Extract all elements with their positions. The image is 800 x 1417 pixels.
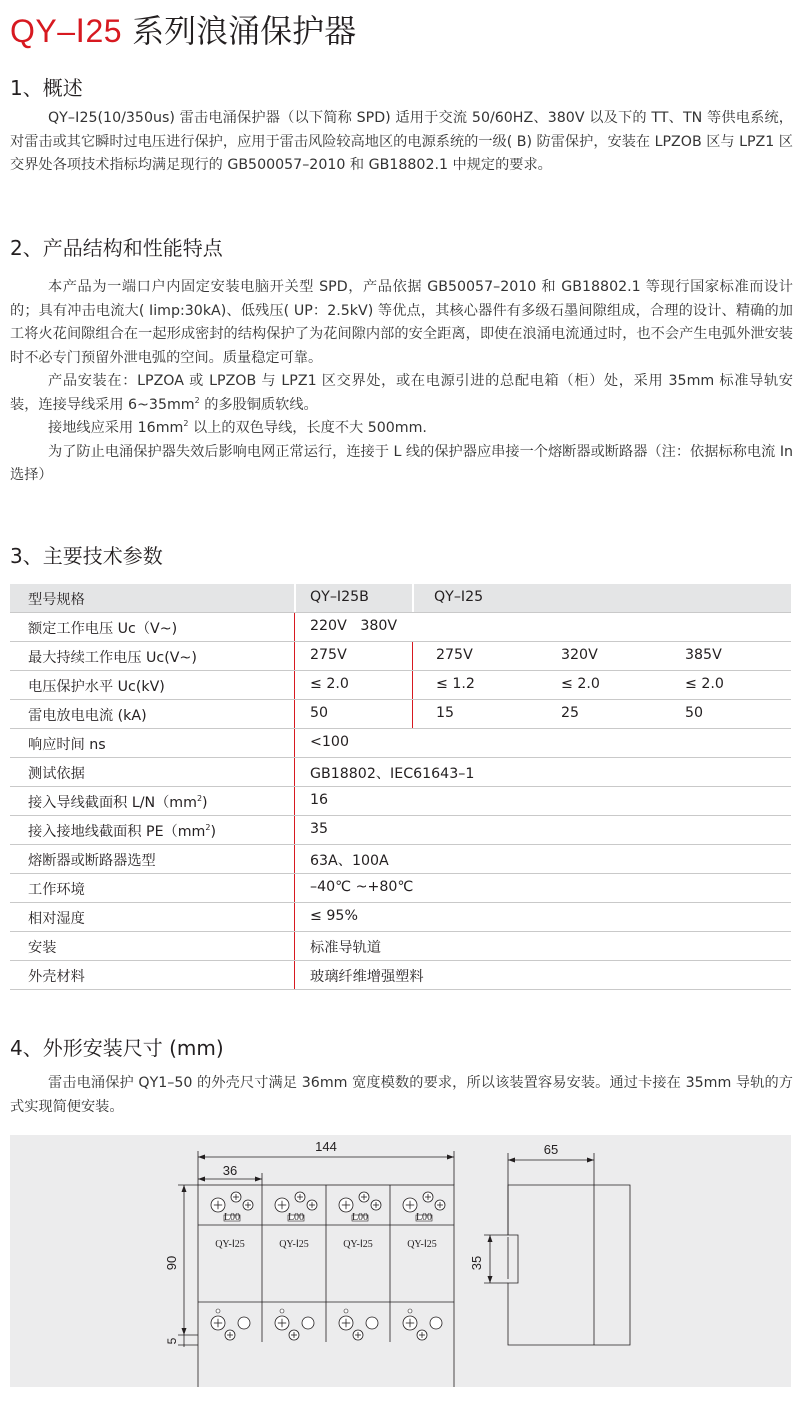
row-label: 外壳材料 bbox=[28, 969, 85, 985]
table-row bbox=[10, 613, 791, 642]
page-title bbox=[10, 6, 356, 52]
structure-paragraph-1: 本产品为一端口户内固定安装电脑开关型 SPD，产品依据 GB50057–2010 和 GB18802.1 等现行国家标准而设计的；具有冲击电流大( Iimp:30kA)、低残压( UP：2.5kV) 等优点，其核心器件有多级石墨间隙组成，合理的设计、精确的加工将火花间隙组合在一起形成密封的结构保护了为花间隙内部的安全距离，即使在浪涌电流通过时，也不会产生电弧外泄安装时不必专门预留外泄电弧的空间。质量稳定可靠。 bbox=[10, 279, 793, 366]
row-label-end: ) bbox=[210, 824, 216, 840]
row-divider-2 bbox=[412, 642, 413, 670]
dim-height-label: 90 bbox=[164, 1255, 179, 1271]
row-value-2: 275V bbox=[436, 647, 473, 663]
row-label: 相对湿度 bbox=[28, 911, 85, 927]
module-label: QY-Ⅰ25 bbox=[215, 1239, 245, 1250]
row-divider bbox=[294, 903, 295, 931]
table-row bbox=[10, 787, 791, 816]
row-divider bbox=[294, 729, 295, 757]
structure-paragraph-4: 为了防止电涌保护器失效后影响电网正常运行，连接于 L 线的保护器应串接一个熔断器或断路器（注：依据标称电流 In 选择） bbox=[10, 443, 793, 483]
header-divider bbox=[294, 584, 296, 612]
section-1-heading: 1、概述 bbox=[10, 76, 83, 100]
dimension-paragraph: 雷击电涌保护 QY1–50 的外壳尺寸满足 36mm 宽度模数的要求，所以该装置容易安装。通过卡接在 35mm 导轨的方式实现简便安装。 bbox=[10, 1075, 793, 1115]
terminal-tag-label: L00 bbox=[415, 1212, 433, 1223]
row-label-superscript: 2 bbox=[196, 794, 203, 803]
row-value: –40℃ ~+80℃ bbox=[310, 879, 414, 895]
module-label: QY-Ⅰ25 bbox=[343, 1239, 373, 1250]
row-value-4: ≤ 2.0 bbox=[685, 676, 724, 692]
row-divider-2 bbox=[412, 671, 413, 699]
header-label: 型号规格 bbox=[28, 592, 85, 608]
table-row bbox=[10, 961, 791, 990]
row-label-superscript: 2 bbox=[205, 823, 211, 832]
row-value-2: 15 bbox=[436, 705, 455, 721]
p3-text-a: 接地线应采用 16mm bbox=[48, 420, 184, 436]
dim-depth-label: 65 bbox=[543, 1142, 559, 1157]
section-1-text bbox=[10, 107, 793, 178]
row-divider bbox=[294, 845, 295, 873]
row-divider bbox=[294, 874, 295, 902]
row-label: 熔断器或断路器选型 bbox=[28, 853, 156, 869]
table-row bbox=[10, 816, 791, 845]
table-row bbox=[10, 932, 791, 961]
section-3-heading: 3、主要技术参数 bbox=[10, 544, 163, 568]
title-name: 系列浪涌保护器 bbox=[132, 12, 357, 50]
p3-superscript: 2 bbox=[183, 419, 189, 428]
row-label bbox=[28, 821, 216, 841]
table-row bbox=[10, 845, 791, 874]
terminal-hole bbox=[366, 1317, 378, 1329]
table-row bbox=[10, 642, 791, 671]
row-label-end: ) bbox=[202, 795, 208, 811]
row-divider-2 bbox=[412, 700, 413, 728]
dim-total-label: 144 bbox=[315, 1139, 337, 1154]
table-row bbox=[10, 874, 791, 903]
row-divider bbox=[294, 816, 295, 844]
header-divider-2 bbox=[412, 584, 414, 612]
row-divider bbox=[294, 700, 295, 728]
row-divider bbox=[294, 613, 295, 641]
title-model: QY–Ⅰ25 bbox=[10, 13, 123, 49]
table-row bbox=[10, 671, 791, 700]
p3-text-b: 以上的双色导线，长度不大 500mm. bbox=[188, 420, 427, 436]
indicator-dot bbox=[344, 1309, 348, 1313]
row-value-3: 25 bbox=[561, 705, 580, 721]
indicator-dot bbox=[280, 1309, 284, 1313]
row-label: 最大持续工作电压 Uc(V~) bbox=[28, 650, 197, 666]
row-label: 工作环境 bbox=[28, 882, 85, 898]
row-value: 63A、100A bbox=[310, 853, 389, 869]
section-4-heading: 4、外形安装尺寸 (mm) bbox=[10, 1036, 224, 1060]
row-label: 额定工作电压 Uc（V~) bbox=[28, 621, 178, 637]
row-value-4: 50 bbox=[685, 705, 704, 721]
row-divider bbox=[294, 671, 295, 699]
row-divider bbox=[294, 642, 295, 670]
table-row bbox=[10, 729, 791, 758]
row-label bbox=[28, 792, 208, 812]
row-value: 220V 380V bbox=[310, 618, 398, 634]
row-value: <100 bbox=[310, 734, 349, 750]
row-value-1: 50 bbox=[310, 705, 329, 721]
row-label-text: 接入导线截面积 L/N（mm bbox=[28, 795, 197, 811]
header-model-1: QY–Ⅰ25B bbox=[310, 589, 369, 605]
dim-bottom-label: 5 bbox=[165, 1337, 179, 1345]
row-value-4: 385V bbox=[685, 647, 722, 663]
section-2-heading: 2、产品结构和性能特点 bbox=[10, 236, 223, 260]
dimension-drawing-svg bbox=[10, 1135, 791, 1387]
structure-paragraph-3 bbox=[10, 417, 793, 441]
module-label: QY-Ⅰ25 bbox=[407, 1239, 437, 1250]
terminal-tag-label: L00 bbox=[287, 1212, 305, 1223]
row-value: 标准导轨道 bbox=[310, 940, 381, 956]
row-label: 测试依据 bbox=[28, 766, 85, 782]
header-model-2: QY–Ⅰ25 bbox=[434, 589, 484, 605]
terminal-hole bbox=[238, 1317, 250, 1329]
row-label: 响应时间 ns bbox=[28, 737, 106, 753]
terminal-tag-label: L00 bbox=[223, 1212, 241, 1223]
row-divider bbox=[294, 787, 295, 815]
row-value: GB18802、IEC61643–1 bbox=[310, 766, 475, 782]
table-row bbox=[10, 903, 791, 932]
spec-table bbox=[10, 584, 791, 990]
row-label: 电压保护水平 Uc(kV) bbox=[28, 679, 165, 695]
indicator-dot bbox=[408, 1309, 412, 1313]
dim-rail-label: 35 bbox=[469, 1255, 484, 1271]
p2-text-a: 产品安装在：LPZOA 或 LPZOB 与 LPZ1 区交界处，或在电源引进的总配电箱（柜）处，采用 35mm 标准导轨安装，连接导线采用 6~35mm bbox=[10, 373, 793, 413]
terminal-hole bbox=[302, 1317, 314, 1329]
row-value-3: 320V bbox=[561, 647, 598, 663]
structure-paragraph-2 bbox=[10, 370, 793, 417]
row-value-1: 275V bbox=[310, 647, 347, 663]
terminal-hole bbox=[430, 1317, 442, 1329]
row-value-1: ≤ 2.0 bbox=[310, 676, 349, 692]
row-divider bbox=[294, 932, 295, 960]
row-label-text: 接入接地线截面积 PE（mm bbox=[28, 824, 206, 840]
table-row bbox=[10, 700, 791, 729]
row-divider bbox=[294, 961, 295, 989]
overview-paragraph: QY–Ⅰ25(10/350us) 雷击电涌保护器（以下简称 SPD) 适用于交流 50/60HZ、380V 以及下的 TT、TN 等供电系统，对雷击或其它瞬时过电压进行保护，应用于雷击风险较高地区的电源系统的一级( B) 防雷保护，安装在 LPZOB 区与 LPZ1 区交界处各项技术指标均满足现行的 GB500057–2010 和 GB18802.1 中规定的要求。 bbox=[10, 110, 793, 173]
row-value-3: ≤ 2.0 bbox=[561, 676, 600, 692]
row-divider bbox=[294, 758, 295, 786]
indicator-dot bbox=[216, 1309, 220, 1313]
table-row bbox=[10, 758, 791, 787]
row-label: 雷电放电电流 (kA) bbox=[28, 708, 147, 724]
row-value-2: ≤ 1.2 bbox=[436, 676, 475, 692]
row-value: ≤ 95% bbox=[310, 908, 358, 924]
side-view-outline bbox=[508, 1185, 630, 1345]
row-value: 16 bbox=[310, 792, 329, 808]
row-value: 玻璃纤维增强塑料 bbox=[310, 969, 424, 985]
dim-module-label: 36 bbox=[222, 1163, 238, 1178]
row-value: 35 bbox=[310, 821, 329, 837]
table-header-row bbox=[10, 584, 791, 613]
module-label: QY-Ⅰ25 bbox=[279, 1239, 309, 1250]
p2-superscript: 2 bbox=[194, 395, 200, 405]
p2-text-b: 的多股铜质软线。 bbox=[199, 396, 318, 413]
terminal-tag-label: L00 bbox=[351, 1212, 369, 1223]
section-4-text bbox=[10, 1072, 793, 1119]
dimension-drawing bbox=[10, 1135, 791, 1387]
row-label: 安装 bbox=[28, 940, 57, 956]
section-2-text bbox=[10, 276, 793, 488]
